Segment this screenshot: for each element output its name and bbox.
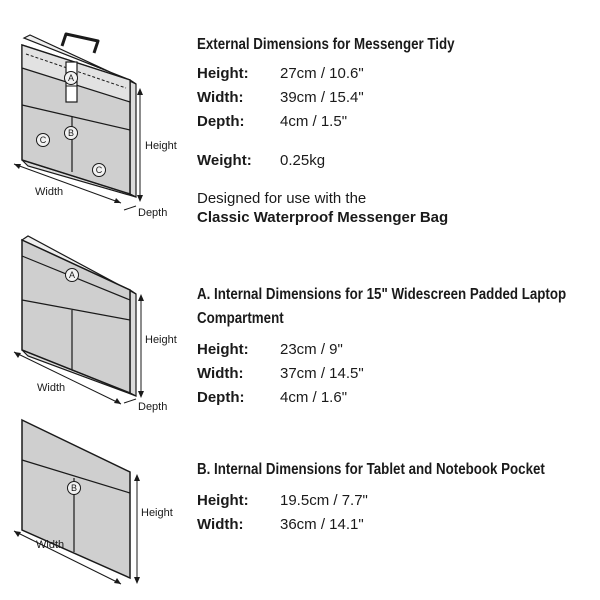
height-label: Height — [141, 507, 173, 519]
laptop-compartment-section — [197, 283, 597, 410]
spec-label: Height: — [197, 492, 249, 509]
spec-row-width — [197, 86, 597, 110]
external-dimensions-title: External Dimensions for Messenger Tidy — [197, 36, 455, 53]
marker-c-label-right: C — [95, 165, 103, 175]
messenger-tidy-drawing — [0, 28, 200, 228]
spec-row-width — [197, 362, 597, 386]
spec-row-depth — [197, 386, 597, 410]
spec-value: 19.5cm / 7.7" — [280, 492, 368, 509]
marker-a-label: A — [67, 73, 75, 83]
compatible-bag-name: Classic Waterproof Messenger Bag — [197, 209, 449, 226]
spec-value: 27cm / 10.6" — [280, 65, 364, 82]
depth-label: Depth — [138, 401, 168, 413]
height-label: Height — [145, 334, 177, 346]
width-label: Width — [37, 382, 66, 394]
spec-value: 23cm / 9" — [280, 341, 343, 358]
spec-row-weight — [197, 149, 597, 173]
tablet-pocket-title: B. Internal Dimensions for Tablet and Notebook Pocket — [197, 461, 545, 478]
height-label: Height — [145, 140, 177, 152]
spec-row-height — [197, 338, 597, 362]
tablet-pocket-section — [197, 458, 597, 537]
spec-label: Depth: — [197, 113, 245, 130]
spec-value: 36cm / 14.1" — [280, 516, 364, 533]
spec-row-width — [197, 513, 597, 537]
marker-b-label: B — [70, 483, 78, 493]
compatibility-note-intro: Designed for use with the — [197, 190, 367, 207]
tablet-pocket-drawing — [0, 418, 200, 598]
spec-label: Width: — [197, 365, 244, 382]
depth-arrow — [124, 206, 136, 210]
external-dimensions-diagram — [0, 28, 200, 228]
marker-a-label: A — [68, 270, 76, 280]
spec-value: 37cm / 14.5" — [280, 365, 364, 382]
spec-row-height — [197, 489, 597, 513]
laptop-compartment-diagram — [0, 232, 200, 417]
width-label: Width — [35, 186, 64, 198]
spec-label: Width: — [197, 89, 244, 106]
external-dimensions-section — [197, 33, 597, 227]
spec-label: Height: — [197, 65, 249, 82]
spec-label: Depth: — [197, 389, 245, 406]
spec-value: 4cm / 1.6" — [280, 389, 348, 406]
spec-value: 0.25kg — [280, 152, 326, 169]
compatibility-note — [197, 189, 597, 227]
marker-c-label-left: C — [39, 135, 47, 145]
marker-b-label: B — [67, 128, 75, 138]
spec-value: 39cm / 15.4" — [280, 89, 364, 106]
spec-row-depth — [197, 110, 597, 134]
width-label: Width — [36, 539, 65, 551]
spec-label: Weight: — [197, 152, 252, 169]
spec-label: Height: — [197, 341, 249, 358]
tablet-pocket-diagram — [0, 418, 200, 598]
laptop-compartment-title: A. Internal Dimensions for 15" Widescreen Padded Laptop Compartment — [197, 286, 567, 327]
handle-shape — [62, 34, 98, 53]
depth-arrow — [124, 399, 136, 403]
spec-label: Width: — [197, 516, 244, 533]
spec-row-height — [197, 62, 597, 86]
depth-label: Depth — [138, 207, 168, 219]
spec-value: 4cm / 1.5" — [280, 113, 348, 130]
laptop-compartment-drawing — [0, 232, 200, 417]
